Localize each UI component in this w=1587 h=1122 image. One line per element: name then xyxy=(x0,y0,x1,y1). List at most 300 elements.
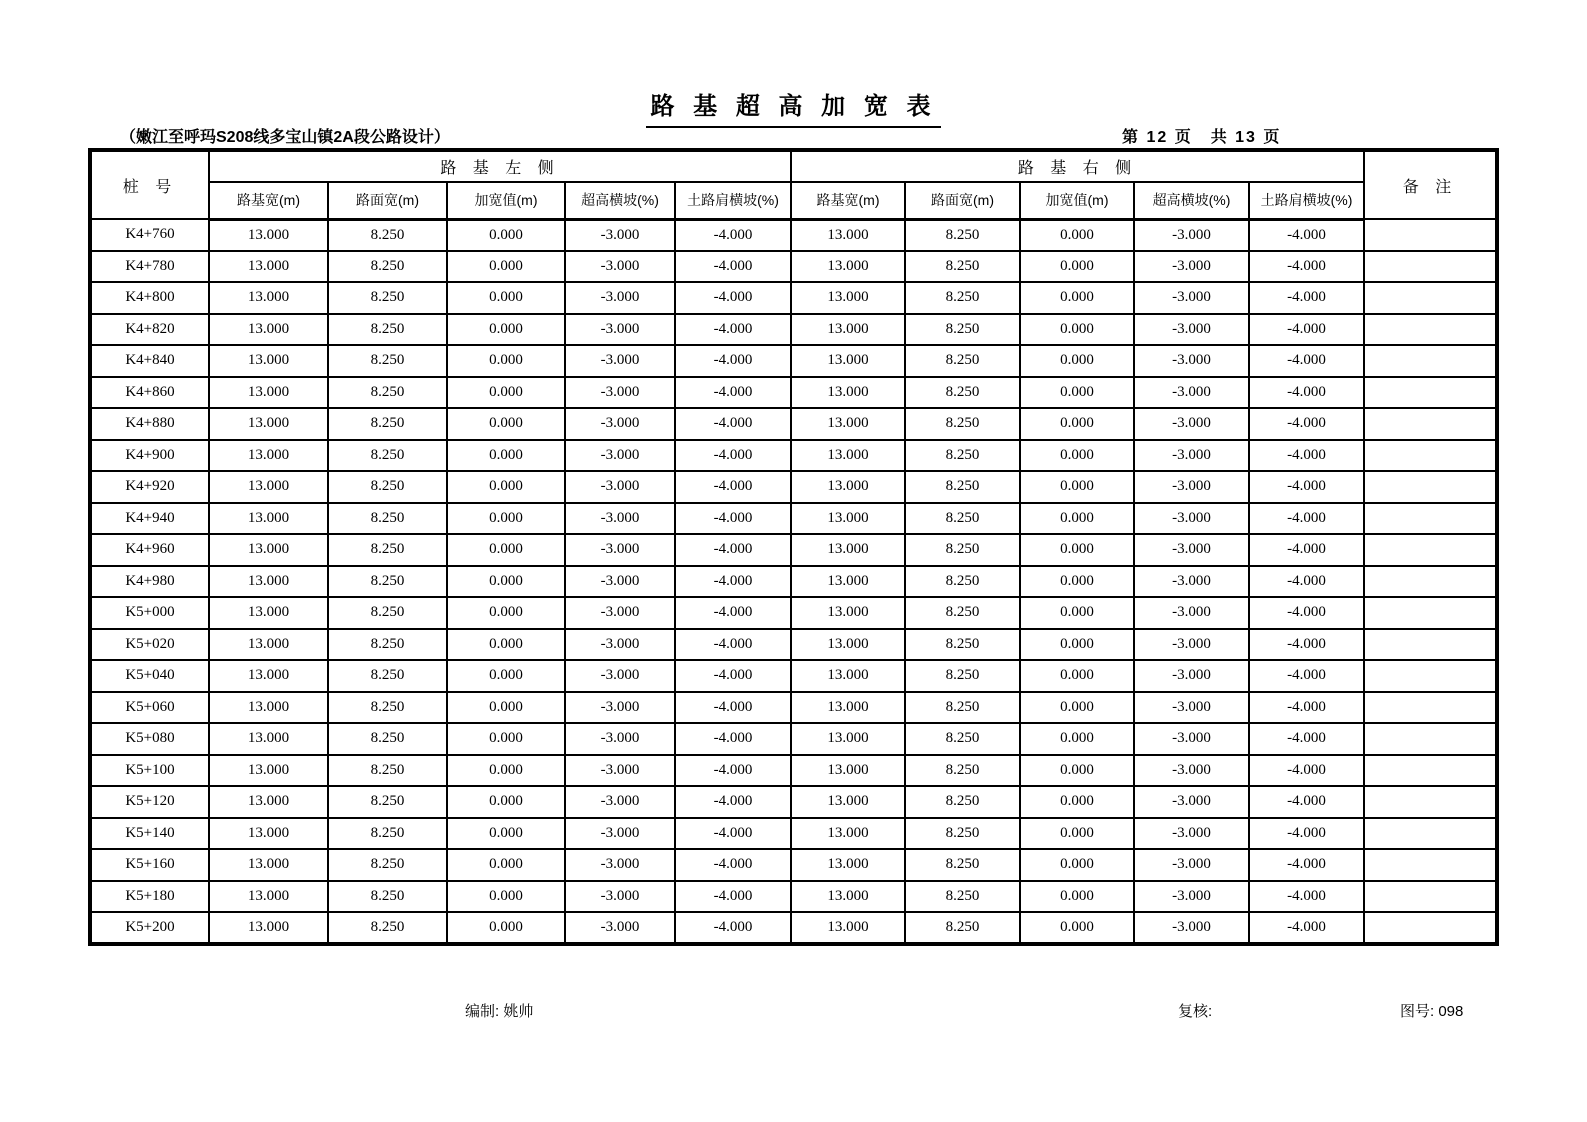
value-cell: -4.000 xyxy=(675,786,791,818)
value-cell: 0.000 xyxy=(1020,471,1134,503)
value-cell: -3.000 xyxy=(565,849,675,881)
value-cell: 13.000 xyxy=(209,755,328,787)
col-header-shoulder-slope-left: 土路肩横坡(%) xyxy=(675,182,791,219)
value-cell: 0.000 xyxy=(447,692,565,724)
value-cell: 13.000 xyxy=(791,629,905,661)
value-cell: 0.000 xyxy=(1020,692,1134,724)
table-row xyxy=(90,251,1497,283)
value-cell: -3.000 xyxy=(1134,881,1249,913)
value-cell: 8.250 xyxy=(328,219,447,251)
value-cell: -3.000 xyxy=(565,566,675,598)
value-cell: 8.250 xyxy=(905,723,1020,755)
value-cell: -3.000 xyxy=(1134,660,1249,692)
value-cell: 0.000 xyxy=(1020,408,1134,440)
value-cell: -3.000 xyxy=(1134,629,1249,661)
stake-number-cell: K4+860 xyxy=(90,377,209,409)
value-cell: 13.000 xyxy=(791,912,905,944)
value-cell: -3.000 xyxy=(565,786,675,818)
value-cell: -4.000 xyxy=(675,692,791,724)
stake-number-cell: K5+160 xyxy=(90,849,209,881)
value-cell: 8.250 xyxy=(328,849,447,881)
col-header-roadbed-width-right: 路基宽(m) xyxy=(791,182,905,219)
value-cell: -4.000 xyxy=(675,440,791,472)
table-row xyxy=(90,755,1497,787)
value-cell: -3.000 xyxy=(565,408,675,440)
value-cell: 0.000 xyxy=(1020,912,1134,944)
table-row xyxy=(90,849,1497,881)
value-cell: 0.000 xyxy=(1020,219,1134,251)
remark-cell xyxy=(1364,786,1497,818)
value-cell: 0.000 xyxy=(1020,440,1134,472)
table-row xyxy=(90,314,1497,346)
value-cell: 0.000 xyxy=(447,408,565,440)
remark-column-header: 备 注 xyxy=(1364,150,1497,219)
value-cell: -4.000 xyxy=(675,755,791,787)
title-wrap xyxy=(0,86,1587,128)
sub-header-row xyxy=(90,182,1497,219)
stake-number-cell: K5+120 xyxy=(90,786,209,818)
superelevation-widening-table xyxy=(88,148,1499,946)
value-cell: 13.000 xyxy=(209,282,328,314)
value-cell: 13.000 xyxy=(209,345,328,377)
value-cell: -4.000 xyxy=(1249,345,1364,377)
value-cell: -4.000 xyxy=(675,629,791,661)
col-header-pavement-width-left: 路面宽(m) xyxy=(328,182,447,219)
value-cell: 0.000 xyxy=(447,660,565,692)
value-cell: 13.000 xyxy=(209,660,328,692)
value-cell: 8.250 xyxy=(328,881,447,913)
value-cell: 0.000 xyxy=(1020,503,1134,535)
value-cell: 0.000 xyxy=(447,723,565,755)
stake-number-cell: K5+020 xyxy=(90,629,209,661)
value-cell: -3.000 xyxy=(1134,723,1249,755)
stake-number-cell: K5+140 xyxy=(90,818,209,850)
value-cell: 8.250 xyxy=(905,849,1020,881)
value-cell: 0.000 xyxy=(1020,786,1134,818)
value-cell: 0.000 xyxy=(1020,849,1134,881)
value-cell: 13.000 xyxy=(791,251,905,283)
value-cell: 13.000 xyxy=(209,503,328,535)
value-cell: -4.000 xyxy=(1249,377,1364,409)
value-cell: -3.000 xyxy=(1134,566,1249,598)
value-cell: -4.000 xyxy=(1249,692,1364,724)
value-cell: 8.250 xyxy=(905,912,1020,944)
value-cell: 8.250 xyxy=(328,723,447,755)
stake-number-cell: K4+960 xyxy=(90,534,209,566)
value-cell: 13.000 xyxy=(791,566,905,598)
value-cell: 0.000 xyxy=(447,818,565,850)
value-cell: 8.250 xyxy=(328,251,447,283)
remark-cell xyxy=(1364,692,1497,724)
value-cell: -4.000 xyxy=(675,597,791,629)
stake-number-cell: K4+780 xyxy=(90,251,209,283)
value-cell: -3.000 xyxy=(1134,471,1249,503)
value-cell: 13.000 xyxy=(791,786,905,818)
value-cell: 8.250 xyxy=(328,408,447,440)
value-cell: 0.000 xyxy=(1020,566,1134,598)
value-cell: 13.000 xyxy=(791,818,905,850)
value-cell: 8.250 xyxy=(328,503,447,535)
remark-cell xyxy=(1364,345,1497,377)
value-cell: -3.000 xyxy=(1134,251,1249,283)
right-side-group-header: 路 基 右 侧 xyxy=(791,150,1364,182)
value-cell: 0.000 xyxy=(1020,345,1134,377)
remark-cell xyxy=(1364,660,1497,692)
remark-cell xyxy=(1364,503,1497,535)
page-subtitle: （嫩江至呼玛S208线多宝山镇2A段公路设计） xyxy=(120,129,450,146)
value-cell: 8.250 xyxy=(905,566,1020,598)
value-cell: 8.250 xyxy=(905,818,1020,850)
value-cell: 13.000 xyxy=(209,219,328,251)
value-cell: -3.000 xyxy=(1134,440,1249,472)
col-header-widening-value-right: 加宽值(m) xyxy=(1020,182,1134,219)
value-cell: -4.000 xyxy=(1249,629,1364,661)
table-row xyxy=(90,503,1497,535)
remark-cell xyxy=(1364,534,1497,566)
value-cell: -3.000 xyxy=(565,534,675,566)
value-cell: 8.250 xyxy=(905,314,1020,346)
stake-number-cell: K5+200 xyxy=(90,912,209,944)
value-cell: 13.000 xyxy=(209,912,328,944)
value-cell: -3.000 xyxy=(1134,503,1249,535)
value-cell: 0.000 xyxy=(447,251,565,283)
table-row xyxy=(90,660,1497,692)
value-cell: -3.000 xyxy=(1134,818,1249,850)
value-cell: 13.000 xyxy=(209,629,328,661)
value-cell: -3.000 xyxy=(1134,282,1249,314)
value-cell: -3.000 xyxy=(1134,534,1249,566)
table-body xyxy=(90,219,1497,944)
value-cell: -4.000 xyxy=(675,314,791,346)
value-cell: -4.000 xyxy=(1249,912,1364,944)
value-cell: -3.000 xyxy=(565,755,675,787)
value-cell: -4.000 xyxy=(1249,597,1364,629)
value-cell: 8.250 xyxy=(905,660,1020,692)
value-cell: -4.000 xyxy=(675,881,791,913)
stake-number-cell: K4+820 xyxy=(90,314,209,346)
page-number-info: 第 12 页 共 13 页 xyxy=(1122,129,1282,146)
value-cell: -4.000 xyxy=(675,849,791,881)
remark-cell xyxy=(1364,408,1497,440)
value-cell: -4.000 xyxy=(675,377,791,409)
remark-cell xyxy=(1364,440,1497,472)
value-cell: -3.000 xyxy=(565,818,675,850)
remark-cell xyxy=(1364,251,1497,283)
value-cell: 8.250 xyxy=(328,755,447,787)
value-cell: 8.250 xyxy=(328,566,447,598)
remark-cell xyxy=(1364,219,1497,251)
value-cell: -3.000 xyxy=(565,471,675,503)
value-cell: 0.000 xyxy=(447,440,565,472)
value-cell: 0.000 xyxy=(1020,377,1134,409)
value-cell: 13.000 xyxy=(791,660,905,692)
value-cell: 13.000 xyxy=(209,786,328,818)
stake-number-cell: K4+940 xyxy=(90,503,209,535)
value-cell: -3.000 xyxy=(565,251,675,283)
table-row xyxy=(90,629,1497,661)
value-cell: 0.000 xyxy=(447,755,565,787)
value-cell: 8.250 xyxy=(328,314,447,346)
value-cell: 8.250 xyxy=(905,408,1020,440)
value-cell: 13.000 xyxy=(209,251,328,283)
value-cell: 0.000 xyxy=(1020,314,1134,346)
value-cell: 8.250 xyxy=(328,282,447,314)
stake-number-cell: K4+760 xyxy=(90,219,209,251)
table-row xyxy=(90,786,1497,818)
value-cell: 0.000 xyxy=(1020,660,1134,692)
value-cell: 0.000 xyxy=(447,503,565,535)
value-cell: -3.000 xyxy=(1134,912,1249,944)
value-cell: 0.000 xyxy=(447,377,565,409)
value-cell: -4.000 xyxy=(675,723,791,755)
footer-reviewer: 复核: xyxy=(1178,1003,1213,1020)
value-cell: -4.000 xyxy=(1249,755,1364,787)
value-cell: 8.250 xyxy=(905,597,1020,629)
col-header-shoulder-slope-right: 土路肩横坡(%) xyxy=(1249,182,1364,219)
value-cell: -3.000 xyxy=(1134,849,1249,881)
value-cell: -4.000 xyxy=(675,566,791,598)
value-cell: 0.000 xyxy=(1020,755,1134,787)
value-cell: 13.000 xyxy=(791,723,905,755)
value-cell: -4.000 xyxy=(1249,660,1364,692)
value-cell: 0.000 xyxy=(447,566,565,598)
value-cell: 8.250 xyxy=(328,912,447,944)
value-cell: 0.000 xyxy=(447,345,565,377)
remark-cell xyxy=(1364,566,1497,598)
value-cell: 8.250 xyxy=(905,692,1020,724)
value-cell: -4.000 xyxy=(1249,849,1364,881)
col-header-pavement-width-right: 路面宽(m) xyxy=(905,182,1020,219)
value-cell: -4.000 xyxy=(1249,282,1364,314)
value-cell: 13.000 xyxy=(791,314,905,346)
value-cell: -3.000 xyxy=(565,314,675,346)
remark-cell xyxy=(1364,723,1497,755)
value-cell: 8.250 xyxy=(905,471,1020,503)
value-cell: 13.000 xyxy=(791,219,905,251)
value-cell: 0.000 xyxy=(447,282,565,314)
value-cell: -4.000 xyxy=(1249,408,1364,440)
value-cell: -4.000 xyxy=(675,282,791,314)
value-cell: 8.250 xyxy=(328,660,447,692)
stake-column-header: 桩 号 xyxy=(90,150,209,219)
value-cell: 13.000 xyxy=(791,849,905,881)
value-cell: -4.000 xyxy=(1249,534,1364,566)
table-row xyxy=(90,471,1497,503)
value-cell: 8.250 xyxy=(328,597,447,629)
value-cell: -3.000 xyxy=(1134,314,1249,346)
table-row xyxy=(90,377,1497,409)
table-row xyxy=(90,692,1497,724)
value-cell: 8.250 xyxy=(905,629,1020,661)
value-cell: 0.000 xyxy=(447,629,565,661)
stake-number-cell: K5+040 xyxy=(90,660,209,692)
value-cell: 13.000 xyxy=(209,597,328,629)
value-cell: 8.250 xyxy=(328,818,447,850)
table-row xyxy=(90,723,1497,755)
remark-cell xyxy=(1364,314,1497,346)
value-cell: 13.000 xyxy=(209,471,328,503)
value-cell: -4.000 xyxy=(675,912,791,944)
value-cell: 8.250 xyxy=(905,503,1020,535)
value-cell: 0.000 xyxy=(1020,629,1134,661)
value-cell: -3.000 xyxy=(565,912,675,944)
value-cell: 0.000 xyxy=(447,314,565,346)
table-row xyxy=(90,345,1497,377)
page-title: 路 基 超 高 加 宽 表 xyxy=(646,86,940,128)
value-cell: -3.000 xyxy=(565,660,675,692)
value-cell: 13.000 xyxy=(209,692,328,724)
value-cell: 0.000 xyxy=(1020,597,1134,629)
value-cell: 8.250 xyxy=(905,377,1020,409)
value-cell: 13.000 xyxy=(791,755,905,787)
value-cell: 8.250 xyxy=(328,629,447,661)
value-cell: 8.250 xyxy=(328,692,447,724)
value-cell: -4.000 xyxy=(1249,219,1364,251)
value-cell: 8.250 xyxy=(328,534,447,566)
stake-number-cell: K4+980 xyxy=(90,566,209,598)
footer-compiler: 编制: 姚帅 xyxy=(465,1003,534,1020)
value-cell: 0.000 xyxy=(1020,881,1134,913)
value-cell: 8.250 xyxy=(905,282,1020,314)
value-cell: 13.000 xyxy=(791,534,905,566)
table-row xyxy=(90,219,1497,251)
stake-number-cell: K5+180 xyxy=(90,881,209,913)
value-cell: -3.000 xyxy=(1134,786,1249,818)
value-cell: 13.000 xyxy=(791,597,905,629)
value-cell: -4.000 xyxy=(675,660,791,692)
stake-number-cell: K4+920 xyxy=(90,471,209,503)
value-cell: 8.250 xyxy=(905,219,1020,251)
stake-number-cell: K5+060 xyxy=(90,692,209,724)
stake-number-cell: K5+000 xyxy=(90,597,209,629)
value-cell: 13.000 xyxy=(791,503,905,535)
value-cell: 8.250 xyxy=(905,755,1020,787)
value-cell: 13.000 xyxy=(209,314,328,346)
value-cell: -4.000 xyxy=(1249,503,1364,535)
value-cell: 0.000 xyxy=(447,786,565,818)
stake-number-cell: K4+840 xyxy=(90,345,209,377)
value-cell: -4.000 xyxy=(675,818,791,850)
value-cell: 8.250 xyxy=(905,881,1020,913)
value-cell: 13.000 xyxy=(791,345,905,377)
table-row xyxy=(90,597,1497,629)
remark-cell xyxy=(1364,629,1497,661)
table-row xyxy=(90,881,1497,913)
table-row xyxy=(90,408,1497,440)
value-cell: -4.000 xyxy=(675,534,791,566)
value-cell: -4.000 xyxy=(675,471,791,503)
value-cell: 13.000 xyxy=(209,440,328,472)
value-cell: 13.000 xyxy=(791,282,905,314)
footer-drawing-number: 图号: 098 xyxy=(1400,1003,1464,1020)
remark-cell xyxy=(1364,912,1497,944)
value-cell: 0.000 xyxy=(1020,534,1134,566)
value-cell: 0.000 xyxy=(447,597,565,629)
value-cell: 13.000 xyxy=(209,723,328,755)
value-cell: 8.250 xyxy=(328,377,447,409)
value-cell: 13.000 xyxy=(209,566,328,598)
remark-cell xyxy=(1364,881,1497,913)
value-cell: 0.000 xyxy=(447,849,565,881)
value-cell: 8.250 xyxy=(328,440,447,472)
value-cell: -3.000 xyxy=(1134,219,1249,251)
group-header-row xyxy=(90,150,1497,182)
value-cell: 8.250 xyxy=(905,534,1020,566)
remark-cell xyxy=(1364,282,1497,314)
value-cell: -3.000 xyxy=(565,219,675,251)
value-cell: 13.000 xyxy=(791,471,905,503)
value-cell: -4.000 xyxy=(1249,881,1364,913)
value-cell: -3.000 xyxy=(565,377,675,409)
value-cell: 8.250 xyxy=(328,345,447,377)
remark-cell xyxy=(1364,471,1497,503)
value-cell: 0.000 xyxy=(447,471,565,503)
value-cell: -3.000 xyxy=(1134,755,1249,787)
stake-number-cell: K5+080 xyxy=(90,723,209,755)
value-cell: -4.000 xyxy=(1249,440,1364,472)
value-cell: -3.000 xyxy=(565,597,675,629)
value-cell: -4.000 xyxy=(1249,251,1364,283)
value-cell: -3.000 xyxy=(565,723,675,755)
value-cell: -3.000 xyxy=(1134,692,1249,724)
value-cell: 13.000 xyxy=(209,377,328,409)
table-row xyxy=(90,282,1497,314)
value-cell: -3.000 xyxy=(565,345,675,377)
remark-cell xyxy=(1364,818,1497,850)
value-cell: 13.000 xyxy=(209,818,328,850)
value-cell: 13.000 xyxy=(791,408,905,440)
remark-cell xyxy=(1364,755,1497,787)
value-cell: -3.000 xyxy=(565,503,675,535)
value-cell: -3.000 xyxy=(565,881,675,913)
table-row xyxy=(90,566,1497,598)
value-cell: -4.000 xyxy=(675,345,791,377)
value-cell: -4.000 xyxy=(1249,818,1364,850)
stake-number-cell: K4+880 xyxy=(90,408,209,440)
value-cell: -4.000 xyxy=(675,408,791,440)
value-cell: 8.250 xyxy=(905,345,1020,377)
table-row xyxy=(90,818,1497,850)
value-cell: 8.250 xyxy=(328,786,447,818)
value-cell: 0.000 xyxy=(447,219,565,251)
value-cell: 8.250 xyxy=(905,786,1020,818)
left-side-group-header: 路 基 左 侧 xyxy=(209,150,791,182)
value-cell: 0.000 xyxy=(1020,723,1134,755)
stake-number-cell: K4+900 xyxy=(90,440,209,472)
table-row xyxy=(90,912,1497,944)
value-cell: 0.000 xyxy=(1020,818,1134,850)
value-cell: -4.000 xyxy=(675,251,791,283)
table-row xyxy=(90,534,1497,566)
value-cell: 0.000 xyxy=(447,534,565,566)
value-cell: -3.000 xyxy=(565,692,675,724)
value-cell: 0.000 xyxy=(447,912,565,944)
col-header-roadbed-width-left: 路基宽(m) xyxy=(209,182,328,219)
value-cell: 8.250 xyxy=(905,440,1020,472)
value-cell: -3.000 xyxy=(1134,345,1249,377)
col-header-superelevation-slope-left: 超高横坡(%) xyxy=(565,182,675,219)
value-cell: -3.000 xyxy=(565,629,675,661)
value-cell: 13.000 xyxy=(791,377,905,409)
stake-number-cell: K4+800 xyxy=(90,282,209,314)
value-cell: 8.250 xyxy=(328,471,447,503)
value-cell: -3.000 xyxy=(565,440,675,472)
value-cell: 0.000 xyxy=(1020,282,1134,314)
value-cell: -4.000 xyxy=(675,219,791,251)
value-cell: -4.000 xyxy=(1249,786,1364,818)
value-cell: -4.000 xyxy=(1249,723,1364,755)
value-cell: -4.000 xyxy=(1249,471,1364,503)
